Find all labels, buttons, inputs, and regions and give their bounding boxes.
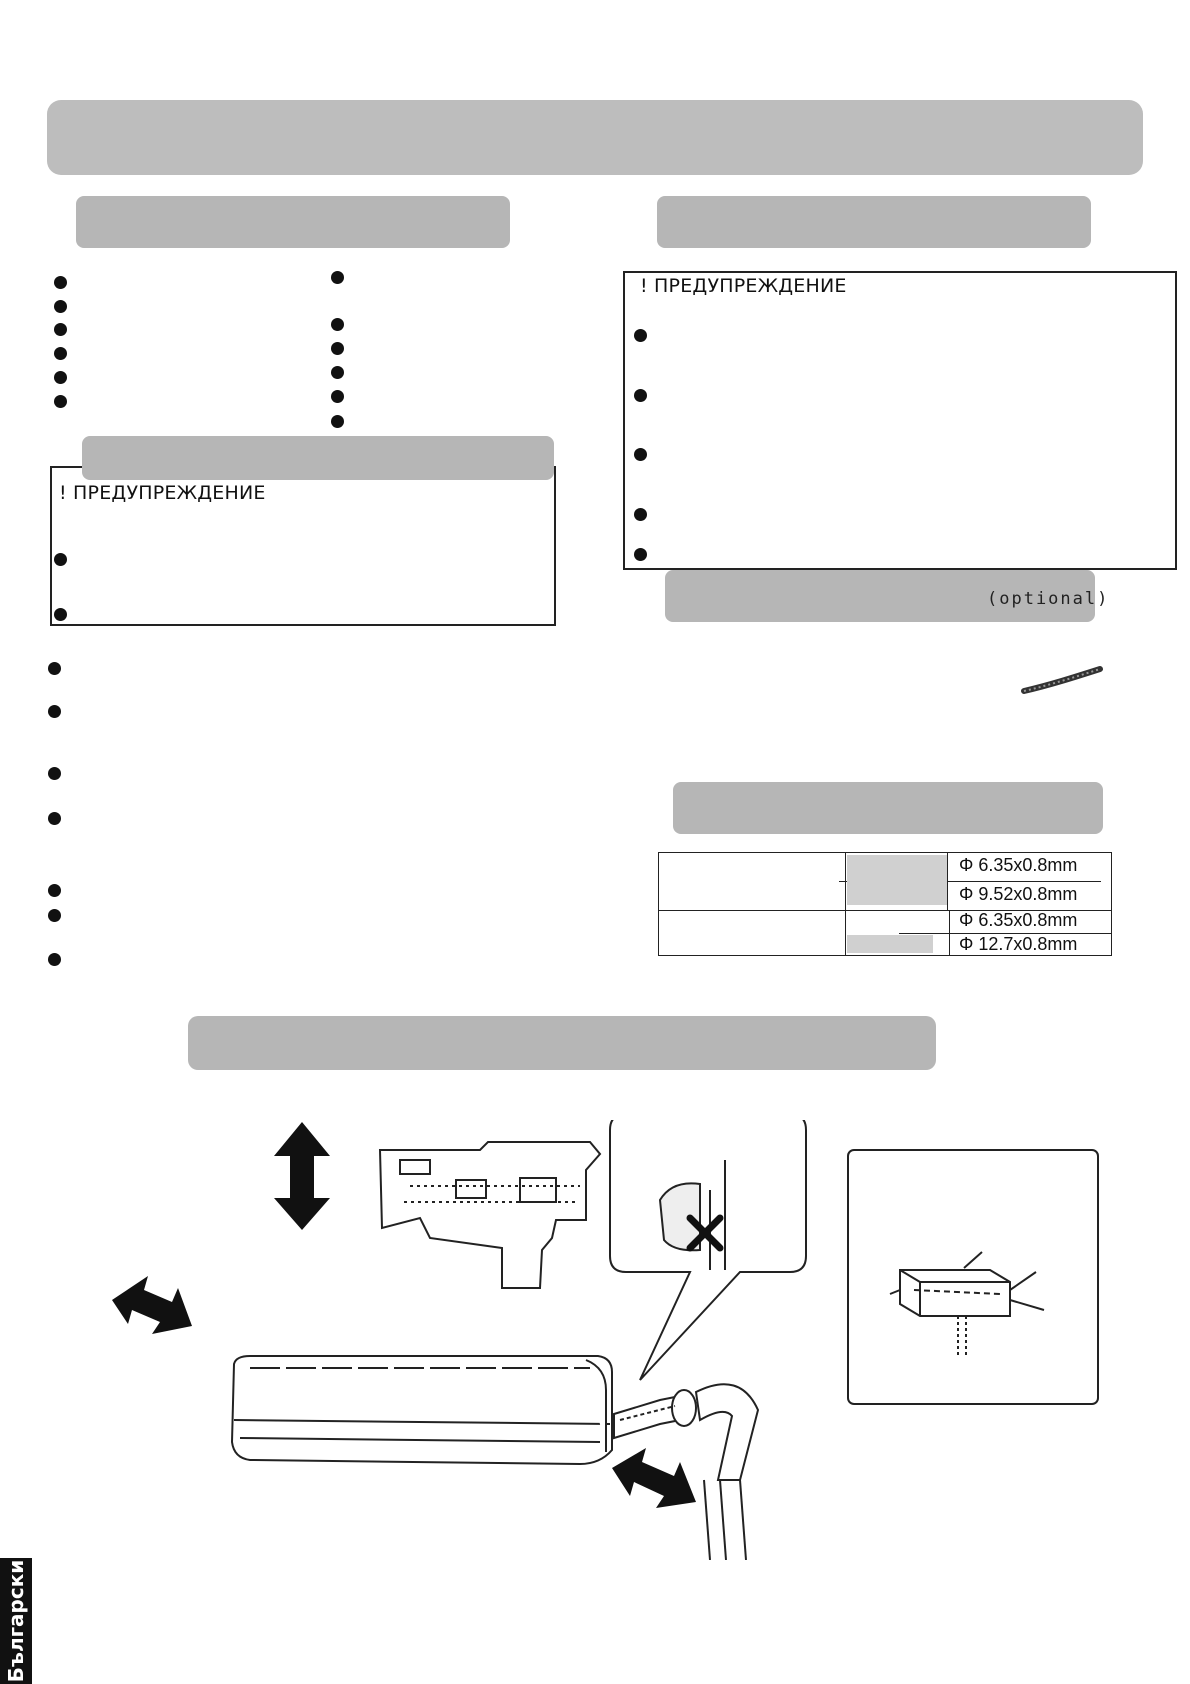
drain-hose-icon <box>1020 665 1104 697</box>
bullet <box>331 366 344 379</box>
bullet <box>48 767 61 780</box>
table-divider <box>947 853 948 910</box>
language-label: Български <box>4 1559 28 1683</box>
bullet <box>331 318 344 331</box>
bullet <box>54 300 67 313</box>
warning-label-right: ! ПРЕДУПРЕЖДЕНИЕ <box>640 275 847 297</box>
pipe-liquid-size: Φ 6.35x0.8mm <box>959 855 1078 875</box>
indoor-unit <box>232 1356 612 1464</box>
detail-box <box>848 1150 1098 1404</box>
bullet <box>48 662 61 675</box>
section-header-left <box>76 196 510 248</box>
bullet <box>331 342 344 355</box>
bullet <box>331 390 344 403</box>
bullet <box>48 705 61 718</box>
table-shade <box>847 855 947 905</box>
table-divider <box>949 910 950 955</box>
bullet <box>634 548 647 561</box>
bullet <box>634 389 647 402</box>
section-header-installation <box>188 1016 936 1070</box>
bullet <box>54 553 67 566</box>
optional-label: (optional) <box>987 589 1110 609</box>
section-header-right <box>657 196 1091 248</box>
table-divider <box>845 853 846 955</box>
main-title-bar <box>47 100 1143 175</box>
mounting-plate <box>380 1142 600 1288</box>
bullet <box>48 909 61 922</box>
bullet <box>634 329 647 342</box>
pipe-gas-size: Φ 12.7x0.8mm <box>959 934 1078 954</box>
bullet <box>54 608 67 621</box>
bullet <box>54 323 67 336</box>
pipe-size-table <box>658 852 1112 956</box>
bullet <box>54 347 67 360</box>
table-shade <box>847 935 933 953</box>
bullet <box>48 884 61 897</box>
bullet <box>331 415 344 428</box>
horizontal-clearance-arrow-right <box>612 1448 696 1508</box>
installation-diagram <box>100 1120 1140 1560</box>
bullet <box>634 508 647 521</box>
callout-bubble <box>610 1120 806 1380</box>
vertical-clearance-arrow <box>274 1122 330 1230</box>
bullet <box>54 371 67 384</box>
language-tab <box>0 1558 32 1684</box>
bullet <box>54 276 67 289</box>
bullet <box>48 812 61 825</box>
bullet <box>54 395 67 408</box>
section-header-warning-left <box>82 436 554 480</box>
bullet <box>634 448 647 461</box>
horizontal-clearance-arrow-left <box>112 1276 192 1334</box>
section-header-pipe-size <box>673 782 1103 834</box>
bullet <box>331 271 344 284</box>
bullet <box>48 953 61 966</box>
warning-box-right <box>623 271 1177 570</box>
pipe-liquid-size: Φ 6.35x0.8mm <box>959 910 1078 930</box>
pipe-gas-size: Φ 9.52x0.8mm <box>959 884 1078 904</box>
warning-label-left: ! ПРЕДУПРЕЖДЕНИЕ <box>59 482 266 504</box>
